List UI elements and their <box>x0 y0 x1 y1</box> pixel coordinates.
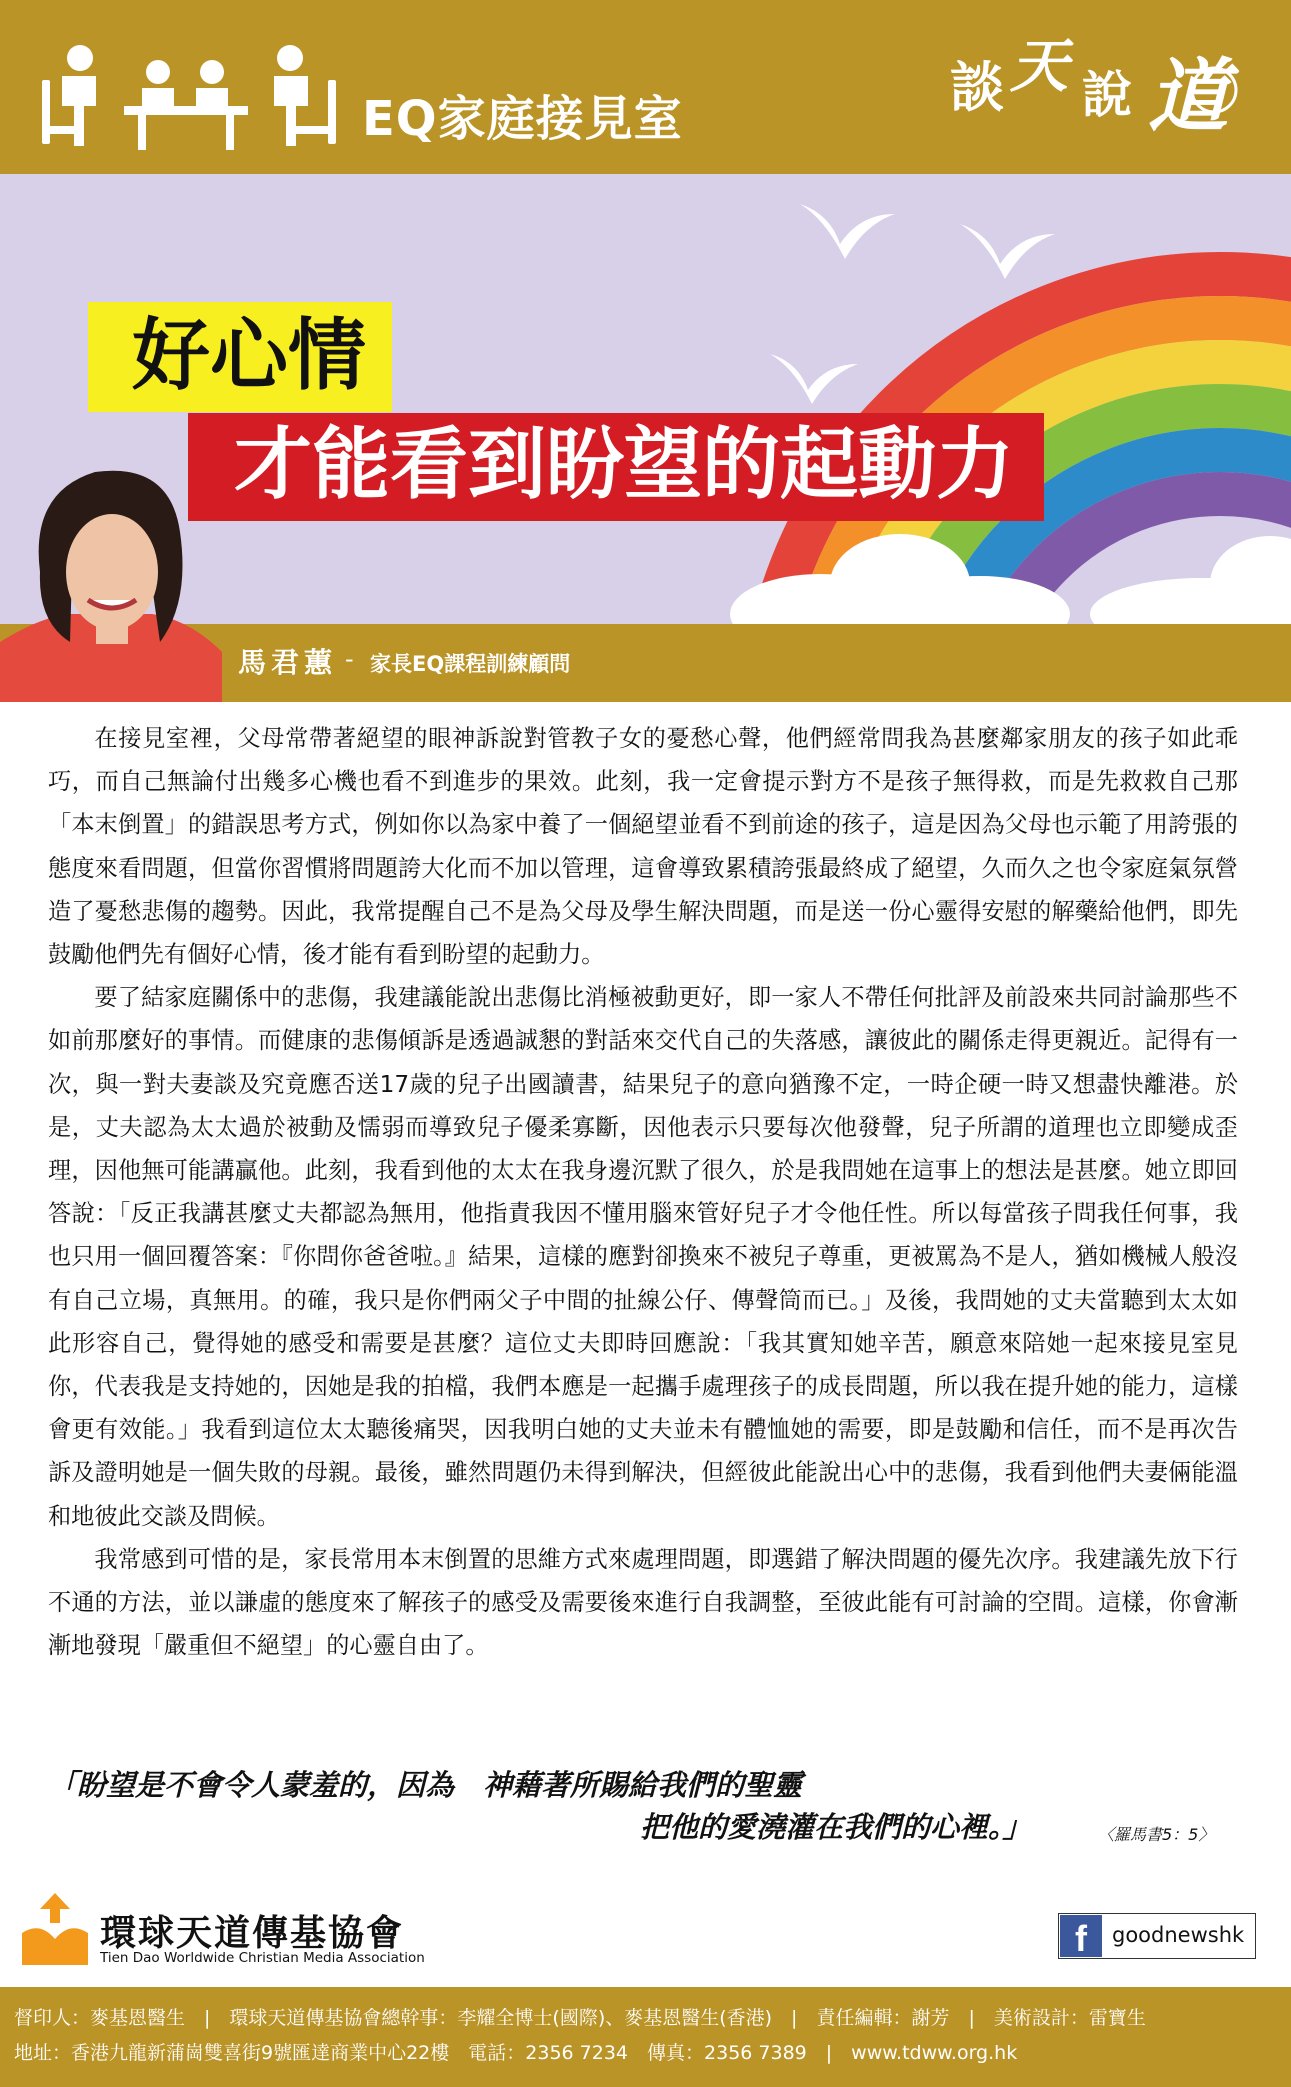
organization-logo-icon <box>22 1893 88 1965</box>
bible-verse-line-1: 「盼望是不會令人蒙羞的，因為 神藉著所賜給我們的聖靈 <box>48 1768 803 1802</box>
talk-heaven-logo <box>950 28 1260 148</box>
organization-name-en: Tien Dao Worldwide Christian Media Association <box>100 1950 425 1966</box>
paragraph: 在接見室裡，父母常帶著絕望的眼神訴說對管教子女的憂愁心聲，他們經常問我為甚麼鄰家朋友的孩子如此乖巧，而自己無論付出幾多心機也看不到進步的果效。此刻，我一定會提示對方不是孩子無得救，而是先救救自己那「本末倒置」的錯誤思考方式，例如你以為家中養了一個絕望並看不到前途的孩子，這是因為父母也示範了用誇張的態度來看問題，但當你習慣將問題誇大化而不加以管理，這會導致累積誇張最終成了絕望，久而久之也令家庭氣氛營造了憂愁悲傷的趨勢。因此，我常提醒自己不是為父母及學生解決問題，而是送一份心靈得安慰的解藥給他們，即先鼓勵他們先有個好心情，後才能有看到盼望的起動力。 <box>48 725 1238 969</box>
facebook-icon[interactable]: f <box>1060 1915 1102 1957</box>
organization-name: 環球天道傳基協會 <box>100 1913 405 1954</box>
logo-char-1: 談 <box>950 55 1004 119</box>
footer-credits: 督印人：麥基恩醫生 | 環球天道傳基協會總幹事：李耀全博士(國際)、麥基恩醫生(香港) | 責任編輯：謝芳 | 美術設計：雷寶生 <box>14 2007 1146 2029</box>
bible-verse-line-2: 把他的愛澆灌在我們的心裡。」 <box>640 1810 1032 1844</box>
author-separator: - <box>345 645 354 673</box>
family-meeting-icon <box>40 44 340 152</box>
author-portrait <box>0 452 222 702</box>
author-role: 家長EQ課程訓練顧問 <box>370 652 571 676</box>
facebook-handle[interactable]: goodnewshk <box>1112 1923 1245 1947</box>
footer-contact: 地址：香港九龍新蒲崗雙喜街9號匯達商業中心22樓 電話：2356 7234 傳真：2356 7389 | www.tdww.org.hk <box>14 2042 1018 2064</box>
paragraph: 要了結家庭關係中的悲傷，我建議能說出悲傷比消極被動更好，即一家人不帶任何批評及前設來共同討論那些不如前那麼好的事情。而健康的悲傷傾訴是透過誠懇的對話來交代自己的失落感，讓彼此的關係走得更親近。記得有一次，與一對夫妻談及究竟應否送17歲的兒子出國讀書，結果兒子的意向猶豫不定，一時企硬一時又想盡快離港。於是，丈夫認為太太過於被動及懦弱而導致兒子優柔寡斷，因他表示只要每次他發聲，兒子所謂的道理也立即變成歪理，因他無可能講贏他。此刻，我看到他的太太在我身邊沉默了很久，於是我問她在這事上的想法是甚麼。她立即回答說：「反正我講甚麼丈夫都認為無用，他指責我因不懂用腦來管好兒子才令他任性。所以每當孩子問我任何事，我也只用一個回覆答案：『你問你爸爸啦。』結果，這樣的應對卻換來不被兒子尊重，更被罵為不是人，猶如機械人般沒有自己立場，真無用。的確，我只是你們兩父子中間的扯線公仔、傳聲筒而已。」及後，我問她的丈夫當聽到太太如此形容自己，覺得她的感受和需要是甚麼？這位丈夫即時回應說：「我其實知她辛苦，願意來陪她一起來接見室見你，代表我是支持她的，因她是我的拍檔，我們本應是一起攜手處理孩子的成長問題，所以我在提升她的能力，這樣會更有效能。」我看到這位太太聽後痛哭，因我明白她的丈夫並未有體恤她的需要，即是鼓勵和信任，而不是再次告訴及證明她是一個失敗的母親。最後，雖然問題仍未得到解決，但經彼此能說出心中的悲傷，我看到他們夫妻倆能溫和地彼此交談及問候。 <box>48 984 1238 1530</box>
logo-char-3: 說 <box>1082 65 1132 124</box>
paragraph: 我常感到可惜的是，家長常用本末倒置的思維方式來處理問題，即選錯了解決問題的優先次序。我建議先放下行不通的方法，並以謙虛的態度來了解孩子的感受及需要後來進行自我調整，至彼此能有可討論的空間。這樣，你會漸漸地發現「嚴重但不絕望」的心靈自由了。 <box>48 1545 1238 1660</box>
footer-band <box>0 1987 1291 2087</box>
headline-line-1: 好心情 <box>88 302 392 412</box>
author-name: 馬君蕙 <box>238 646 338 679</box>
article-body <box>48 717 1238 1667</box>
section-title: EQ家庭接見室 <box>362 91 683 147</box>
headline-line-2: 才能看到盼望的起動力 <box>188 413 1044 521</box>
logo-char-2: 天 <box>1010 32 1069 100</box>
logo-char-4: 道 <box>1148 49 1228 143</box>
bible-verse-reference: 〈羅馬書5：5〉 <box>1098 1825 1215 1844</box>
